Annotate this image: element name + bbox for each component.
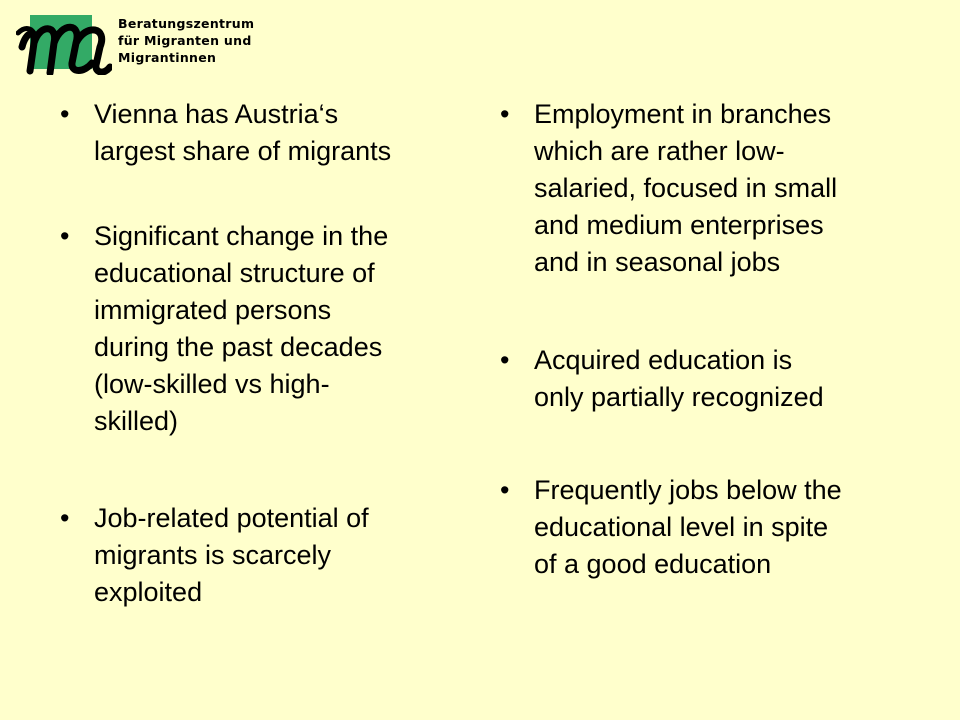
- logo: [16, 13, 256, 77]
- bullet-line: Frequently jobs below the: [534, 475, 842, 505]
- bullet-icon: •: [60, 99, 70, 129]
- bullet-text: [534, 342, 824, 416]
- bullet-text: [94, 218, 388, 440]
- bullet-icon: •: [500, 345, 510, 375]
- bullet-icon: •: [500, 99, 510, 129]
- m-letter-logo-icon: [16, 13, 112, 75]
- bullet-line: during the past decades: [94, 332, 383, 362]
- bullet-text: [534, 472, 842, 583]
- bullet-line: and in seasonal jobs: [534, 247, 781, 277]
- bullet-text: [94, 96, 391, 170]
- bullet-line: only partially recognized: [534, 382, 824, 412]
- bullet-line: (low-skilled vs high-: [94, 369, 330, 399]
- bullet-line: immigrated persons: [94, 295, 332, 325]
- bullet-text: [94, 500, 369, 611]
- bullet-line: and medium enterprises: [534, 210, 824, 240]
- logo-line-3: Migrantinnen: [118, 50, 217, 65]
- bullet-line: largest share of migrants: [94, 136, 392, 166]
- bullet-line: Acquired education is: [534, 345, 793, 375]
- bullet-icon: •: [500, 475, 510, 505]
- bullet-line: Vienna has Austria‘s: [94, 99, 339, 129]
- bullet-text: [534, 96, 837, 281]
- logo-line-2: für Migranten und: [118, 33, 252, 48]
- bullet-line: salaried, focused in small: [534, 173, 838, 203]
- bullet-line: which are rather low-: [534, 136, 785, 166]
- bullet-line: migrants is scarcely: [94, 540, 332, 570]
- logo-text: [118, 15, 254, 66]
- logo-line-1: Beratungszentrum: [118, 16, 255, 31]
- bullet-line: exploited: [94, 577, 203, 607]
- bullet-icon: •: [60, 221, 70, 251]
- bullet-line: Significant change in the: [94, 221, 389, 251]
- bullet-line: educational level in spite: [534, 512, 829, 542]
- bullet-line: skilled): [94, 406, 179, 436]
- bullet-line: educational structure of: [94, 258, 375, 288]
- bullet-icon: •: [60, 503, 70, 533]
- bullet-line: of a good education: [534, 549, 772, 579]
- bullet-line: Job-related potential of: [94, 503, 369, 533]
- bullet-line: Employment in branches: [534, 99, 832, 129]
